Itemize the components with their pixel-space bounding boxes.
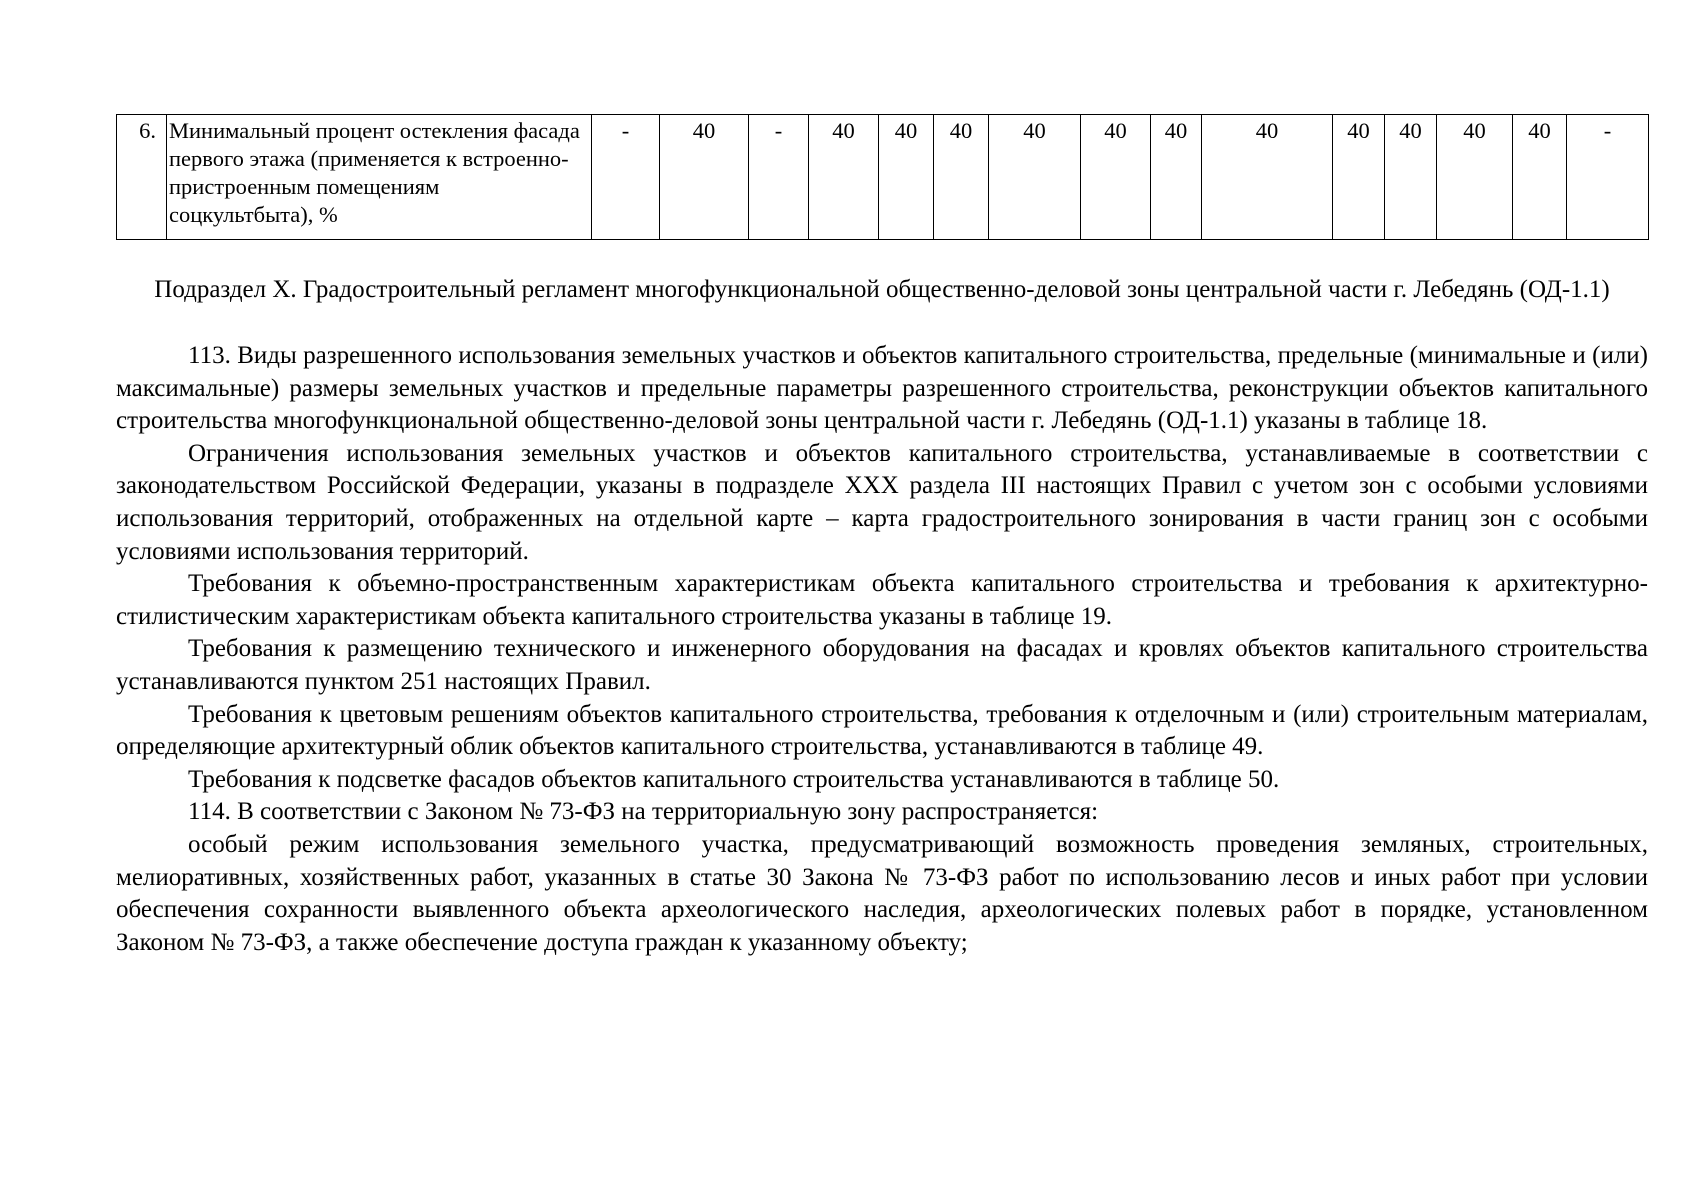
table-cell: - [749, 115, 809, 240]
table-cell: 40 [879, 115, 934, 240]
body-text [116, 340, 1648, 959]
table-cell: 40 [1333, 115, 1385, 240]
table-cell: 40 [1081, 115, 1151, 240]
row-description: Минимальный процент остекления фасада первого этажа (применяется к встроенно-пристроенным помещениям соцкультбыта), % [167, 115, 592, 240]
table-cell: 40 [989, 115, 1081, 240]
table-cell: - [592, 115, 660, 240]
row-number: 6. [117, 115, 167, 240]
table-cell: 40 [1513, 115, 1567, 240]
paragraph: Требования к объемно-пространственным характеристикам объекта капитального строительства и требования к архитектурно-стилистическим характеристикам объекта капитального строительства указаны в таблице 19. [116, 570, 1648, 630]
paragraph: Ограничения использования земельных участков и объектов капитального строительства, устанавливаемые в соответствии с законодательством Российской Федерации, указаны в подразделе XXX раздела III настоящих Правил с учетом зон с особыми условиями использования территорий, отображенных на отдельной карте – карта градостроительного зонирования в части границ зон с особыми условиями использования территорий. [116, 439, 1648, 565]
table-cell: 40 [660, 115, 749, 240]
table-cell: 40 [934, 115, 989, 240]
paragraph: Требования к цветовым решениям объектов капитального строительства, требования к отделочным и (или) строительным материалам, определяющие архитектурный облик объектов капитального строительства, устанавливаются в таблице 49. [116, 700, 1648, 761]
paragraph: особый режим использования земельного участка, предусматривающий возможность проведения земляных, строительных, мелиоративных, хозяйственных работ, указанных в статье 30 Закона № 73-ФЗ работ по использованию лесов и иных работ при условии обеспечения сохранности выявленного объекта археологического наследия, археологических полевых работ в порядке, установленном Законом № 73-ФЗ, а также обеспечение доступа граждан к указанному объекту; [116, 830, 1648, 956]
table-row [117, 115, 1649, 240]
paragraph: 114. В соответствии с Законом № 73-ФЗ на территориальную зону распространяется: [188, 798, 1099, 826]
document-page [116, 114, 1648, 959]
parameters-table [116, 114, 1649, 240]
table-cell: 40 [1151, 115, 1202, 240]
table-cell: 40 [809, 115, 879, 240]
paragraph: Требования к размещению технического и инженерного оборудования на фасадах и кровлях объектов капитального строительства устанавливаются пунктом 251 настоящих Правил. [116, 635, 1648, 695]
table-cell: - [1567, 115, 1649, 240]
table-cell: 40 [1202, 115, 1333, 240]
paragraph: 113. Виды разрешенного использования земельных участков и объектов капитального строительства, предельные (минимальные и (или) максимальные) размеры земельных участков и предельные параметры разрешенного строительства, реконструкции объектов капитального строительства многофункциональной общественно-деловой зоны центральной части г. Лебедянь (ОД-1.1) указаны в таблице 18. [116, 342, 1648, 435]
paragraph: Требования к подсветке фасадов объектов капитального строительства устанавливаются в таблице 50. [188, 765, 1280, 793]
subsection-title: Подраздел X. Градостроительный регламент многофункциональной общественно-деловой зоны центральной части г. Лебедянь (ОД-1.1) [154, 276, 1610, 303]
table-cell: 40 [1385, 115, 1437, 240]
table-cell: 40 [1437, 115, 1513, 240]
